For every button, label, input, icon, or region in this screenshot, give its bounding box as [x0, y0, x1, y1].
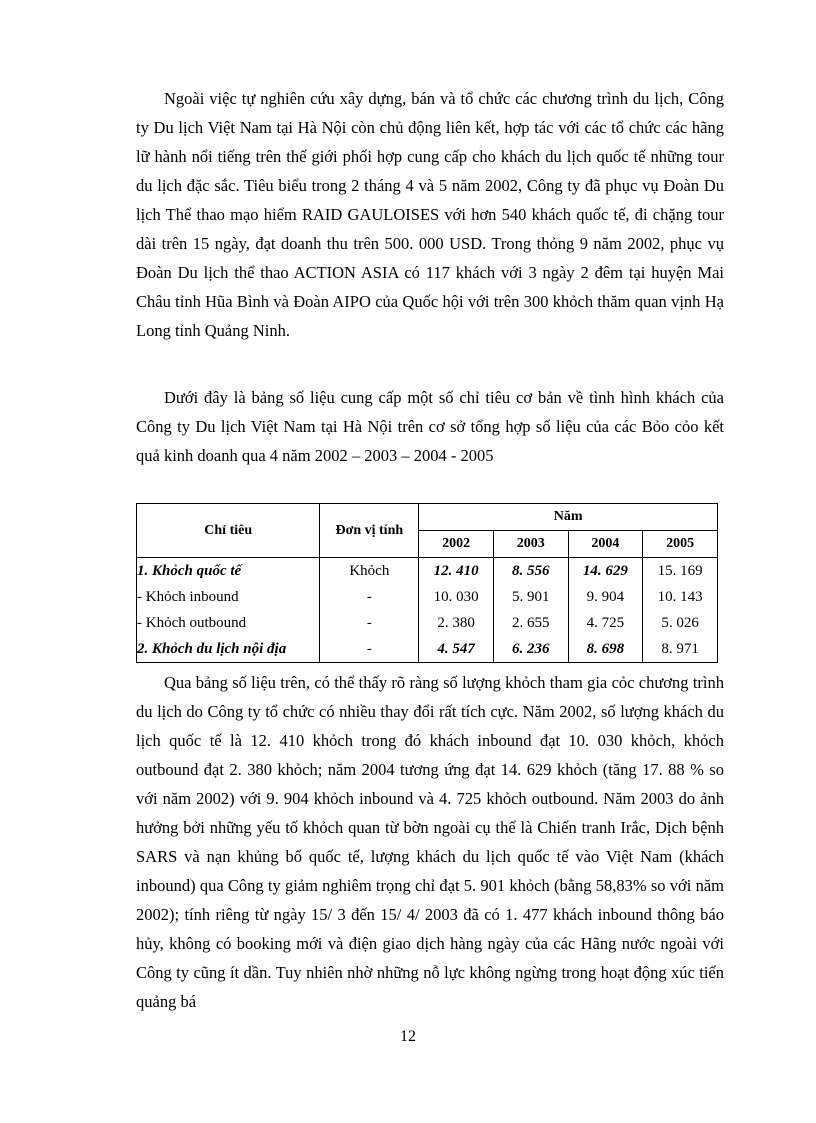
row-unit: -	[320, 636, 419, 663]
header-year-2005: 2005	[643, 531, 718, 558]
row-value: 2. 655	[493, 610, 568, 636]
row-value: 4. 547	[419, 636, 494, 663]
header-indicator: Chỉ tiêu	[137, 504, 320, 558]
row-label: - Khỏch inbound	[137, 584, 320, 610]
table-row	[137, 636, 718, 663]
row-label: 1. Khỏch quốc tế	[137, 558, 320, 585]
row-label: - Khỏch outbound	[137, 610, 320, 636]
header-year-2002: 2002	[419, 531, 494, 558]
row-value: 2. 380	[419, 610, 494, 636]
row-value: 15. 169	[643, 558, 718, 585]
visitor-statistics-table	[136, 503, 718, 663]
row-label: 2. Khỏch du lịch nội địa	[137, 636, 320, 663]
header-year-2004: 2004	[568, 531, 643, 558]
page-number: 12	[400, 1028, 416, 1045]
row-value: 4. 725	[568, 610, 643, 636]
row-value: 8. 971	[643, 636, 718, 663]
row-value: 9. 904	[568, 584, 643, 610]
row-unit: -	[320, 584, 419, 610]
row-value: 10. 143	[643, 584, 718, 610]
row-value: 5. 026	[643, 610, 718, 636]
row-value: 10. 030	[419, 584, 494, 610]
header-year-group: Năm	[419, 504, 718, 531]
row-unit: Khỏch	[320, 558, 419, 585]
row-value: 6. 236	[493, 636, 568, 663]
table-row	[137, 610, 718, 636]
row-value: 8. 556	[493, 558, 568, 585]
table-row	[137, 558, 718, 585]
paragraph-analysis: Qua bảng số liệu trên, có thể thấy rõ ràng số lượng khỏch tham gia cỏc chương trình du lịch do Công ty tổ chức có nhiều thay đổi rất tích cực. Năm 2002, số lượng khách du lịch quốc tế là 12. 410 khỏch trong đó khách inbound đạt 10. 030 khỏch, khỏch outbound đạt 2. 380 khỏch; năm 2004 tương ứng đạt 14. 629 khỏch (tăng 17. 88 % so với năm 2002) với 9. 904 khỏch inbound và 4. 725 khỏch outbound. Năm 2003 do ảnh hưởng bởi những yếu tố khỏch quan từ bờn ngoài cụ thể là Chiến tranh Irắc, Dịch bệnh SARS và nạn khủng bố quốc tế, lượng khách du lịch quốc tế vào Việt Nam (khách inbound) qua Công ty giảm nghiêm trọng chỉ đạt 5. 901 khỏch (bằng 58,83% so với năm 2002); tính riêng từ ngày 15/ 3 đến 15/ 4/ 2003 đã có 1. 477 khách inbound thông báo hủy, không có booking mới và điện giao dịch hàng ngày của các Hãng nước ngoài với Công ty cũng ít dần. Tuy nhiên nhờ những nỗ lực không ngừng trong hoạt động xúc tiến quảng bá	[136, 673, 724, 1011]
paragraph-intro: Ngoài việc tự nghiên cứu xây dựng, bán và tổ chức các chương trình du lịch, Công ty Du lịch Việt Nam tại Hà Nội còn chủ động liên kết, hợp tác với các tổ chức các hãng lữ hành nổi tiếng trên thế giới phối hợp cung cấp cho khách du lịch quốc tế những tour du lịch đặc sắc. Tiêu biểu trong 2 tháng 4 và 5 năm 2002, Công ty đã phục vụ Đoàn Du lịch Thể thao mạo hiểm RAID GAULOISES với hơn 540 khách quốc tế, đi chặng tour dài trên 15 ngày, đạt doanh thu trên 500. 000 USD. Trong thỏng 9 năm 2002, phục vụ Đoàn Du lịch thể thao ACTION ASIA có 117 khách với 3 ngày 2 đêm tại huyện Mai Châu tỉnh Hũa Bình và Đoàn AIPO của Quốc hội với trên 300 khỏch thăm quan vịnh Hạ Long tỉnh Quảng Ninh.	[136, 89, 724, 340]
row-unit: -	[320, 610, 419, 636]
header-year-2003: 2003	[493, 531, 568, 558]
header-unit: Đơn vị tính	[320, 504, 419, 558]
row-value: 12. 410	[419, 558, 494, 585]
row-value: 14. 629	[568, 558, 643, 585]
paragraph-table-intro: Dưới đây là bảng số liệu cung cấp một số chỉ tiêu cơ bản về tình hình khách của Công ty Du lịch Việt Nam tại Hà Nội trên cơ sở tổng hợp số liệu của các Bỏo cỏo kết quả kinh doanh qua 4 năm 2002 – 2003 – 2004 - 2005	[136, 388, 724, 465]
table-row	[137, 584, 718, 610]
row-value: 5. 901	[493, 584, 568, 610]
row-value: 8. 698	[568, 636, 643, 663]
